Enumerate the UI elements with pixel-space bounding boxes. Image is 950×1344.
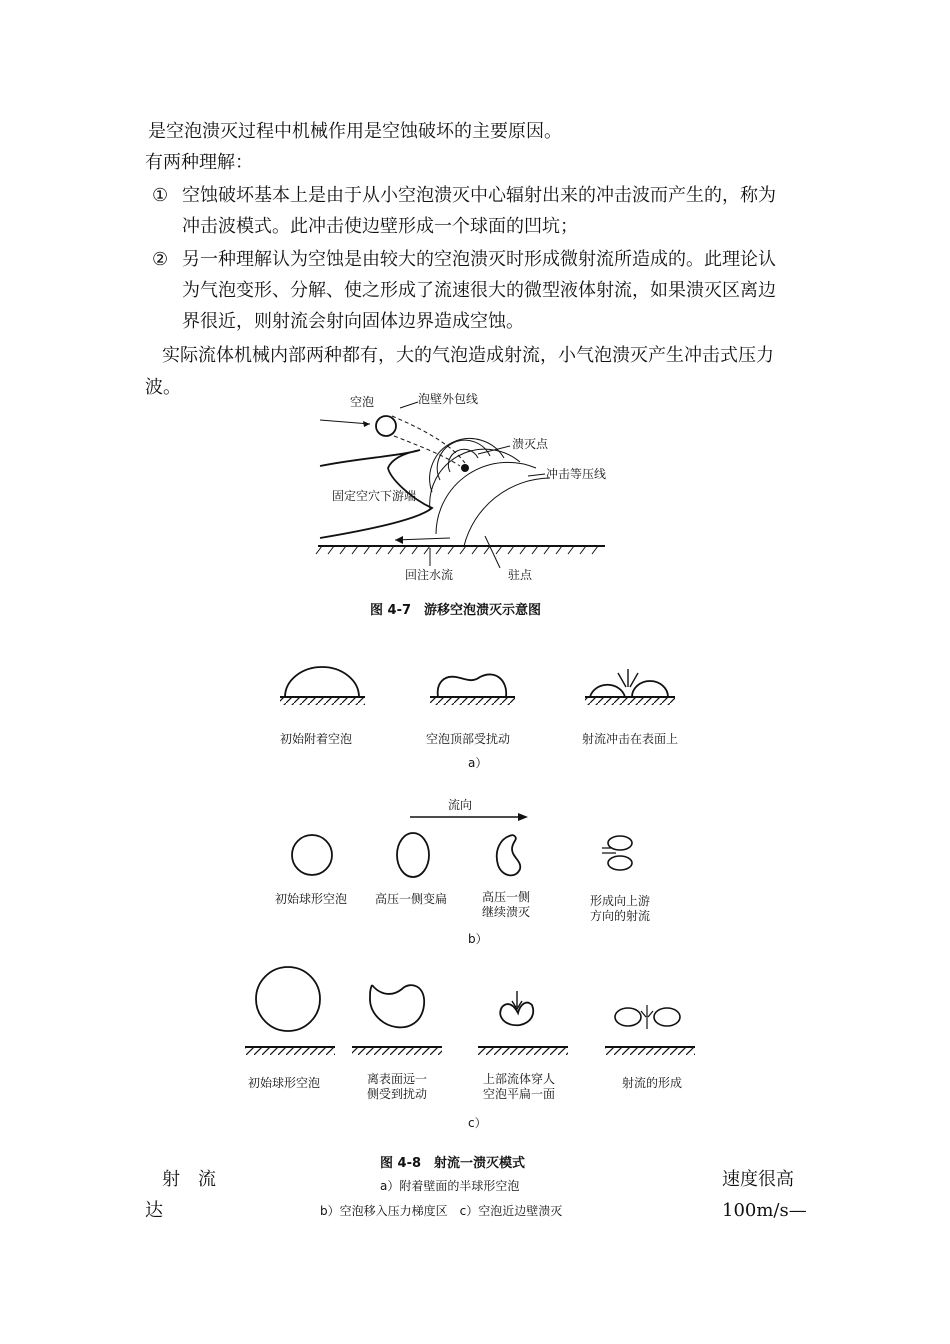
bottom-left-line-2: 达 xyxy=(145,1200,163,1221)
text-line-2: 有两种理解： xyxy=(145,152,253,173)
fig48-b-label-1: 初始球形空泡 xyxy=(275,892,348,906)
fig47-label-envelope: 泡壁外包线 xyxy=(418,392,479,406)
bottom-right-line-1: 速度很高 xyxy=(722,1169,794,1190)
fig48-caption: 图 4-8 射流一溃灭模式 xyxy=(380,1156,526,1171)
fig48-c-label-2b: 侧受到扰动 xyxy=(367,1087,428,1101)
fig47-label-stagnation: 驻点 xyxy=(508,568,533,582)
fig48-b-label-2: 高压一侧变扁 xyxy=(375,892,448,906)
fig48-row-c xyxy=(245,967,695,1130)
fig48-subcaption-bc: b）空泡移入压力梯度区 c）空泡近边壁溃灭 xyxy=(320,1204,563,1218)
fig48-c-label-3a: 上部流体穿人 xyxy=(483,1072,556,1086)
fig47-caption: 图 4-7 游移空泡溃灭示意图 xyxy=(370,603,542,618)
fig48-b-label-3b: 继续溃灭 xyxy=(482,905,531,919)
figure-4-8 xyxy=(230,655,720,1230)
bottom-left-line-1: 射 流 xyxy=(162,1169,216,1190)
fig47-label-collapse: 溃灭点 xyxy=(512,437,549,451)
list-item-2-line-a: 另一种理解认为空蚀是由较大的空泡溃灭时形成微射流所造成的。此理论认 xyxy=(182,249,776,270)
fig48-a-label-2: 空泡顶部受扰动 xyxy=(426,732,511,746)
fig48-b-label-4b: 方向的射流 xyxy=(590,909,651,923)
paragraph-line-b: 波。 xyxy=(145,377,181,398)
fig48-row-b xyxy=(275,797,650,946)
fig48-flow-label: 流向 xyxy=(448,798,473,812)
list-item-1-line-a: 空蚀破坏基本上是由于从小空泡溃灭中心辐射出来的冲击波而产生的，称为 xyxy=(182,185,776,206)
list-marker-2: ② xyxy=(152,249,169,270)
fig48-b-label-4a: 形成向上游 xyxy=(590,894,651,908)
fig48-a-tag: a） xyxy=(468,756,488,770)
fig47-label-bubble: 空泡 xyxy=(350,395,375,409)
list-item-1-line-b: 冲击波模式。此冲击使边壁形成一个球面的凹坑； xyxy=(182,216,578,237)
text-line-1: 是空泡溃灭过程中机械作用是空蚀破坏的主要原因。 xyxy=(148,121,562,142)
fig48-c-label-4: 射流的形成 xyxy=(622,1076,683,1090)
bottom-right-line-2: 100m/s— xyxy=(722,1200,807,1221)
fig48-row-a xyxy=(280,667,678,770)
list-marker-1: ① xyxy=(152,185,169,206)
list-item-2-line-c: 界很近，则射流会射向固体边界造成空蚀。 xyxy=(182,311,524,332)
fig47-label-reentrant: 回注水流 xyxy=(405,568,454,582)
fig48-a-label-1: 初始附着空泡 xyxy=(280,732,353,746)
fig48-c-tag: c） xyxy=(468,1116,487,1130)
fig48-c-label-1: 初始球形空泡 xyxy=(248,1076,321,1090)
fig48-b-tag: b） xyxy=(468,932,488,946)
list-item-2-line-b: 为气泡变形、分解、使之形成了流速很大的微型液体射流，如果溃灭区离边 xyxy=(182,280,776,301)
paragraph-line-a: 实际流体机械内部两种都有，大的气泡造成射流，小气泡溃灭产生冲击式压力 xyxy=(162,345,774,366)
fig48-subcaption-a: a）附着壁面的半球形空泡 xyxy=(380,1179,520,1193)
fig47-label-isobar: 冲击等压线 xyxy=(546,467,607,481)
fig48-a-label-3: 射流冲击在表面上 xyxy=(582,732,679,746)
fig48-c-label-3b: 空泡平扁一面 xyxy=(483,1087,556,1101)
figure-4-7 xyxy=(300,388,620,628)
fig48-b-label-3a: 高压一侧 xyxy=(482,890,531,904)
fig48-c-label-2a: 离表面远一 xyxy=(367,1072,428,1086)
fig47-label-cavity: 固定空穴下游端 xyxy=(332,489,417,503)
